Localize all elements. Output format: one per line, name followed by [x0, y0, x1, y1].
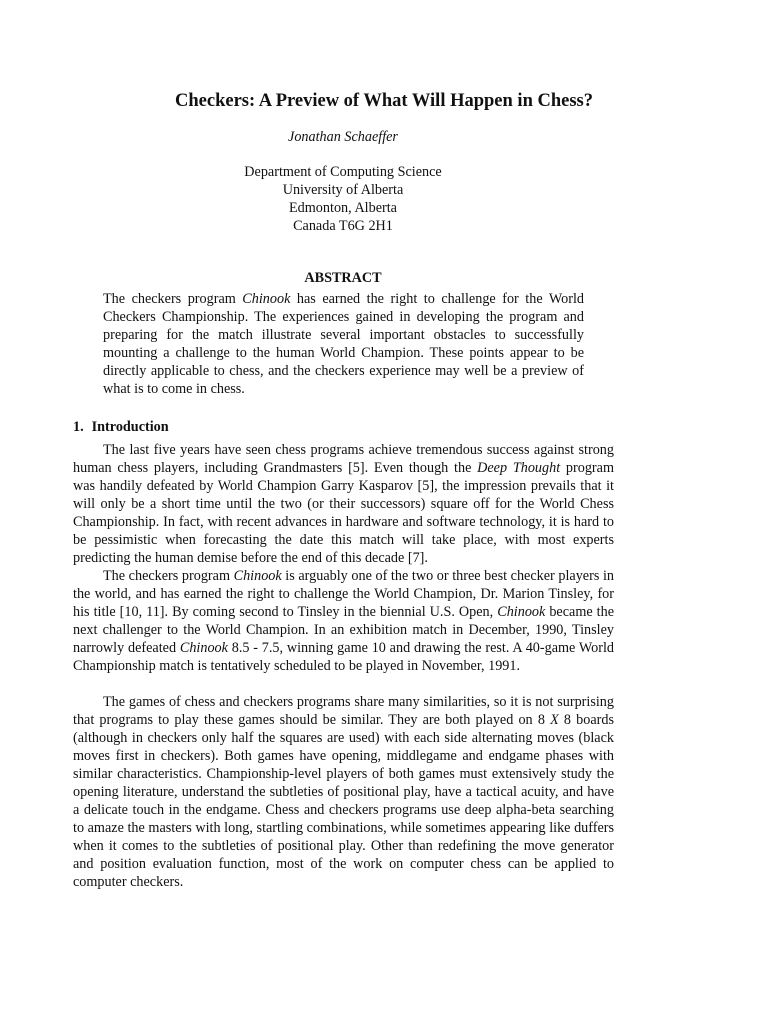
paragraph-3-part-c: 8 boards (although in checkers only half the squares are used) with each side alternating moves (black moves first in checkers). Both games have opening, middlegame and endgame phases with similar characteristics. Championship-level players of both games must extensively study the opening literature, understand the subtleties of positional play, have a tactical acuity, and have a delicate touch in the endgame. Chess and checkers programs use deep alpha-beta searching to amaze the masters with long, startling combinations, while sometimes appearing like duffers when it comes to the subtleties of positional play. Other than redefining the move generator and position evaluation function, most of the work on computer chess can be applied to computer checkers. — [73, 712, 614, 890]
affiliation-country: Canada T6G 2H1 — [293, 218, 393, 234]
paragraph-3-board-x: X — [550, 712, 559, 728]
paragraph-2-part-g: 8.5 - 7.5, winning game 10 and drawing the rest. A 40-game World Championship match is tentatively scheduled to be played in November, 1991. — [73, 640, 614, 674]
paragraph-2-chinook-2: Chinook — [497, 604, 546, 620]
paragraph-1-part-a: The last five years have seen chess programs achieve tremendous success against strong human chess players, including Grandmasters [5]. Even though the — [73, 442, 614, 476]
intro-paragraph-3 — [73, 693, 614, 891]
paragraph-2-part-a: The checkers program — [103, 568, 234, 584]
paragraph-2-chinook-1: Chinook — [233, 568, 282, 584]
affiliation-block — [0, 163, 686, 235]
paragraph-3-part-a: The games of chess and checkers programs share many similarities, so it is not surprising that programs to play these games should be similar. They are both played on 8 — [73, 694, 614, 728]
intro-paragraph-2 — [73, 567, 614, 675]
section-title: Introduction — [91, 419, 169, 435]
paragraph-1-deep-thought: Deep Thought — [477, 460, 561, 476]
abstract-text-lead: The checkers program — [103, 291, 243, 307]
affiliation-city: Edmonton, Alberta — [289, 200, 397, 216]
paper-title: Checkers: A Preview of What Will Happen in Chess? — [175, 91, 593, 111]
section-number: 1. — [73, 419, 84, 435]
author-name: Jonathan Schaeffer — [288, 129, 398, 145]
abstract-text — [103, 290, 584, 398]
abstract-heading: ABSTRACT — [304, 270, 382, 286]
paragraph-1-part-c: program was handily defeated by World Champion Garry Kasparov [5], the impression prevails that it will only be a short time until the two (or their successors) square off for the World Chess Championship. In fact, with recent advances in hardware and software technology, it is hard to be pessimistic when forecasting the date this match will take place, with most experts predicting the human demise before the end of this decade [7]. — [73, 460, 614, 566]
section-heading — [73, 418, 169, 436]
abstract-text-rest: has earned the right to challenge for the World Checkers Championship. The experiences gained in developing the program and preparing for the match illustrate several important obstacles to successfully mounting a challenge to the human World Champion. These points appear to be directly applicable to chess, and the checkers experience may well be a preview of what is to come in chess. — [103, 291, 584, 397]
abstract-program-name: Chinook — [242, 291, 291, 307]
affiliation-university: University of Alberta — [282, 182, 404, 198]
paragraph-2-part-e: became the next challenger to the World Champion. In an exhibition match in December, 1990, Tinsley narrowly defeated — [73, 604, 615, 656]
paragraph-2-chinook-3: Chinook — [179, 640, 228, 656]
intro-paragraph-1 — [73, 441, 614, 567]
paragraph-2-part-c: is arguably one of the two or three best checker players in the world, and has earned the right to challenge the World Champion, Dr. Marion Tinsley, for his title [10, 11]. By coming second to Tinsley in the biennial U.S. Open, — [73, 568, 615, 620]
affiliation-department: Department of Computing Science — [244, 164, 442, 180]
